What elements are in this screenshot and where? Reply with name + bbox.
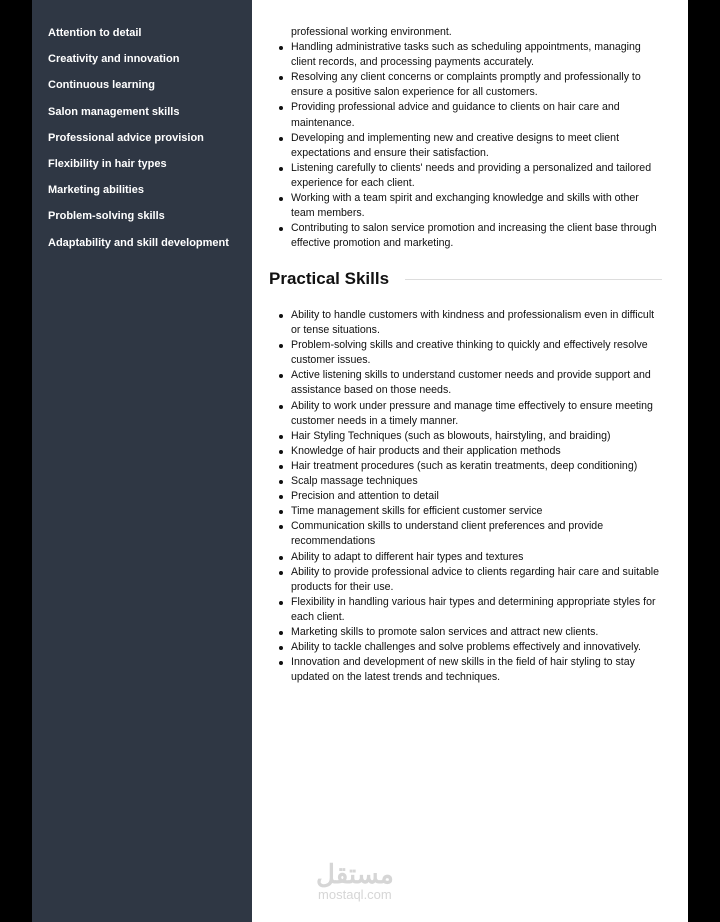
list-item: Knowledge of hair products and their application methods (279, 444, 664, 459)
list-item: Scalp massage techniques (279, 474, 664, 489)
list-item: Precision and attention to detail (279, 489, 664, 504)
list-item: Ability to handle customers with kindness and professionalism even in difficult or tense situations. (279, 308, 664, 338)
sidebar-skill: Continuous learning (48, 79, 155, 92)
list-item: Hair Styling Techniques (such as blowouts, hairstyling, and braiding) (279, 429, 664, 444)
list-item: Resolving any client concerns or complaints promptly and professionally to ensure a positive salon experience for all customers. (279, 70, 664, 100)
list-item: Time management skills for efficient customer service (279, 504, 664, 519)
section-title: Practical Skills (269, 269, 390, 288)
sidebar-skill: Marketing abilities (48, 184, 144, 197)
list-item: Innovation and development of new skills in the field of hair styling to stay updated on the latest trends and techniques. (279, 655, 664, 685)
skills-list (32, 0, 252, 261)
sidebar-skill: Problem-solving skills (48, 210, 165, 223)
list-item: Working with a team spirit and exchanging knowledge and skills with other team members. (279, 191, 664, 221)
divider (405, 279, 662, 280)
list-item: Hair treatment procedures (such as keratin treatments, deep conditioning) (279, 459, 664, 474)
practical-skills-list (279, 308, 664, 685)
list-item: Ability to adapt to different hair types and textures (279, 550, 664, 565)
experience-list (279, 25, 664, 251)
list-item: Flexibility in handling various hair types and determining appropriate styles for each client. (279, 595, 664, 625)
list-item: Developing and implementing new and creative designs to meet client expectations and ensure their satisfaction. (279, 131, 664, 161)
list-item: Ability to tackle challenges and solve problems effectively and innovatively. (279, 640, 664, 655)
list-item: Problem-solving skills and creative thinking to quickly and effectively resolve customer issues. (279, 338, 664, 368)
watermark-logo (316, 860, 394, 902)
sidebar-skill: Salon management skills (48, 105, 180, 118)
sidebar-skill: Attention to detail (48, 27, 142, 39)
list-item: Listening carefully to clients' needs and providing a personalized and tailored experience for each client. (279, 161, 664, 191)
main-content (252, 0, 688, 922)
list-item: Handling administrative tasks such as scheduling appointments, managing client records, and processing payments accurately. (279, 40, 664, 70)
list-item: Contributing to salon service promotion and increasing the client base through effective promotion and marketing. (279, 221, 664, 251)
list-item: Communication skills to understand client preferences and provide recommendations (279, 519, 664, 549)
list-item: Active listening skills to understand customer needs and provide support and assistance based on those needs. (279, 368, 664, 398)
sidebar (32, 0, 252, 922)
practical-skills-heading (269, 269, 662, 289)
list-item: Providing professional advice and guidance to clients on hair care and maintenance. (279, 100, 664, 130)
sidebar-skill: Adaptability and skill development (48, 236, 229, 249)
sidebar-skill: Creativity and innovation (48, 53, 180, 66)
watermark-arabic: مستقل (316, 859, 394, 889)
list-item: Ability to work under pressure and manage time effectively to ensure meeting customer needs in a timely manner. (279, 399, 664, 429)
sidebar-skill: Professional advice provision (48, 131, 204, 144)
list-item: Marketing skills to promote salon services and attract new clients. (279, 625, 664, 640)
watermark-site: mostaql.com (318, 887, 392, 902)
list-item: Ability to provide professional advice to clients regarding hair care and suitable products for their use. (279, 565, 664, 595)
sidebar-skill: Flexibility in hair types (48, 157, 167, 170)
list-item: professional working environment. (291, 26, 452, 38)
